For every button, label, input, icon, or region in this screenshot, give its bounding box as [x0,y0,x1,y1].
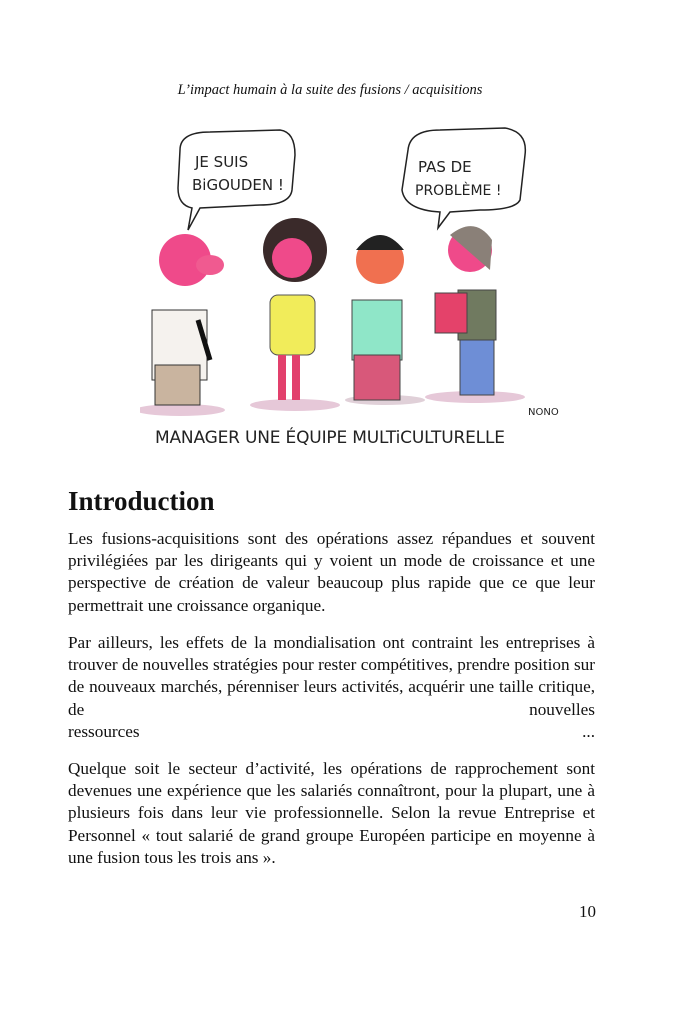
paragraph-2-ellipsis: ... [582,721,595,741]
paragraph-2: Par ailleurs, les effets de la mondialisation ont contraint les entreprises à trouver de nouvelles stratégies pour rester compétitives, prendre position sur de nouveaux marchés, pérenniser leurs activités, acquérir une taille critique, de nouvelles [68,633,595,719]
figure-manager [152,234,224,405]
bubble-left-line2: BiGOUDEN ! [192,176,284,194]
cartoon-illustration [140,110,590,455]
bubble-left-line1: JE SUIS [195,153,249,171]
speech-bubble-left [178,130,295,230]
paragraph-2-block [68,632,595,743]
artist-signature: NONO [528,407,559,418]
speech-bubble-right [402,128,525,228]
paragraph-2-last-word: ressources [68,721,140,741]
section-heading: Introduction [68,486,215,516]
figure-woman [263,218,327,400]
page-number: 10 [579,902,596,921]
paragraph-2-last-line [68,721,595,743]
bubble-right-line2: PROBLÈME ! [415,183,502,199]
cartoon-caption: MANAGER UNE ÉQUIPE MULTiCULTURELLE [155,428,505,448]
running-head: L’impact humain à la suite des fusions / acquisitions [177,82,483,98]
figure-man-center [352,235,404,400]
bubble-right-line1: PAS DE [418,158,472,176]
figure-woman-right [435,226,496,395]
paragraph-3: Quelque soit le secteur d’activité, les opérations de rapprochement sont devenues une expérience que les salariés connaîtront, pour la plupart, une à plusieurs fois dans leur vie professionnelle. Selon la revue Entreprise et Personnel « tout salarié de grand groupe Européen participe en moyenne à une fusion tous les trois ans ». [68,759,595,867]
paragraph-1: Les fusions-acquisitions sont des opérations assez répandues et souvent privilégiées par les dirigeants qui y voient un mode de croissance et une perspective de création de valeur beaucoup plus rapide que ce que leur permettrait une croissance organique. [68,529,595,615]
